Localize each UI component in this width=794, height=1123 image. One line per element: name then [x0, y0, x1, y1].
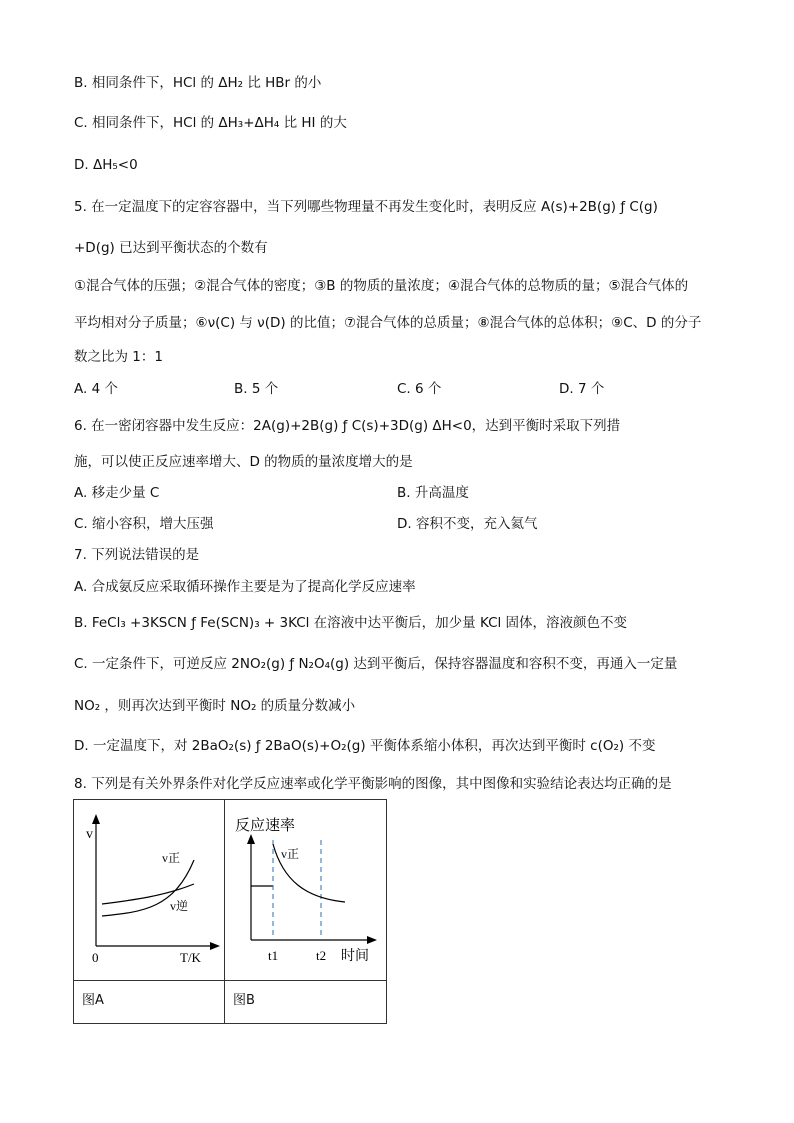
figure-b-t2-label: t2 — [316, 948, 327, 963]
figure-b-caption: 图B — [225, 981, 387, 1024]
figure-b-cell — [225, 800, 387, 981]
q5-option-a: A. 4 个 — [74, 381, 118, 397]
figure-a-forward-label: v正 — [162, 851, 181, 865]
figure-a-origin: 0 — [92, 950, 99, 965]
figure-b-y-label: 反应速率 — [235, 818, 296, 834]
figure-b-t1-label: t1 — [268, 948, 279, 963]
q6-option-d: D. 容积不变，充入氦气 — [397, 516, 538, 532]
q7-option-c-line1: C. 一定条件下，可逆反应 2NO₂(g) ƒ N₂O₄(g) 达到平衡后，保持容器温度和容积不变，再通入一定量 — [74, 656, 678, 672]
q6-option-a: A. 移走少量 C — [74, 485, 160, 501]
figure-a-caption: 图A — [74, 981, 225, 1024]
figure-a-cell — [74, 800, 225, 981]
q7-option-a: A. 合成氨反应采取循环操作主要是为了提高化学反应速率 — [74, 579, 416, 595]
q8-figure-table — [73, 799, 387, 1024]
q5-items-line3: 数之比为 1：1 — [74, 349, 163, 365]
figure-a-x-label: T/K — [180, 950, 201, 965]
figure-b-x-label: 时间 — [341, 949, 369, 964]
q5-stem-line1: 5. 在一定温度下的定容容器中，当下列哪些物理量不再发生变化时，表明反应 A(s)+2B(g) ƒ C(g) — [74, 199, 658, 215]
q6-option-b: B. 升高温度 — [397, 485, 469, 501]
figure-b-curve-label: v正 — [281, 847, 300, 861]
figure-a-graph — [74, 800, 224, 976]
q7-option-d: D. 一定温度下，对 2BaO₂(s) ƒ 2BaO(s)+O₂(g) 平衡体系缩小体积，再次达到平衡时 c(O₂) 不变 — [74, 738, 656, 754]
q4-option-b: B. 相同条件下，HCl 的 ΔH₂ 比 HBr 的小 — [74, 75, 322, 91]
q7-option-c-line2: NO₂ ，则再次达到平衡时 NO₂ 的质量分数减小 — [74, 698, 356, 714]
q6-stem-line1: 6. 在一密闭容器中发生反应：2A(g)+2B(g) ƒ C(s)+3D(g) ΔH<0，达到平衡时采取下列措 — [74, 418, 621, 434]
q8-stem: 8. 下列是有关外界条件对化学反应速率或化学平衡影响的图像，其中图像和实验结论表达均正确的是 — [74, 776, 672, 792]
figure-b-graph — [225, 800, 386, 976]
q6-option-c: C. 缩小容积，增大压强 — [74, 516, 214, 532]
q6-stem-line2: 施，可以使正反应速率增大、D 的物质的量浓度增大的是 — [74, 454, 413, 470]
q7-stem: 7. 下列说法错误的是 — [74, 547, 200, 563]
q5-items-line1: ①混合气体的压强；②混合气体的密度；③B 的物质的量浓度；④混合气体的总物质的量；⑤混合气体的 — [74, 278, 689, 294]
figure-a-reverse-label: v逆 — [170, 899, 189, 913]
q5-option-c: C. 6 个 — [397, 381, 442, 397]
figure-a-y-label: v — [86, 827, 93, 842]
q5-stem-line2: +D(g) 已达到平衡状态的个数有 — [74, 240, 268, 256]
q5-option-b: B. 5 个 — [234, 381, 279, 397]
q4-option-c: C. 相同条件下，HCl 的 ΔH₃+ΔH₄ 比 HI 的大 — [74, 115, 347, 131]
q5-items-line2: 平均相对分子质量；⑥ν(C) 与 ν(D) 的比值；⑦混合气体的总质量；⑧混合气体的总体积；⑨C、D 的分子 — [74, 315, 702, 331]
q5-option-d: D. 7 个 — [559, 381, 605, 397]
q4-option-d: D. ΔH₅<0 — [74, 157, 138, 173]
q7-option-b: B. FeCl₃ +3KSCN ƒ Fe(SCN)₃ + 3KCl 在溶液中达平衡后，加少量 KCl 固体，溶液颜色不变 — [74, 615, 628, 631]
